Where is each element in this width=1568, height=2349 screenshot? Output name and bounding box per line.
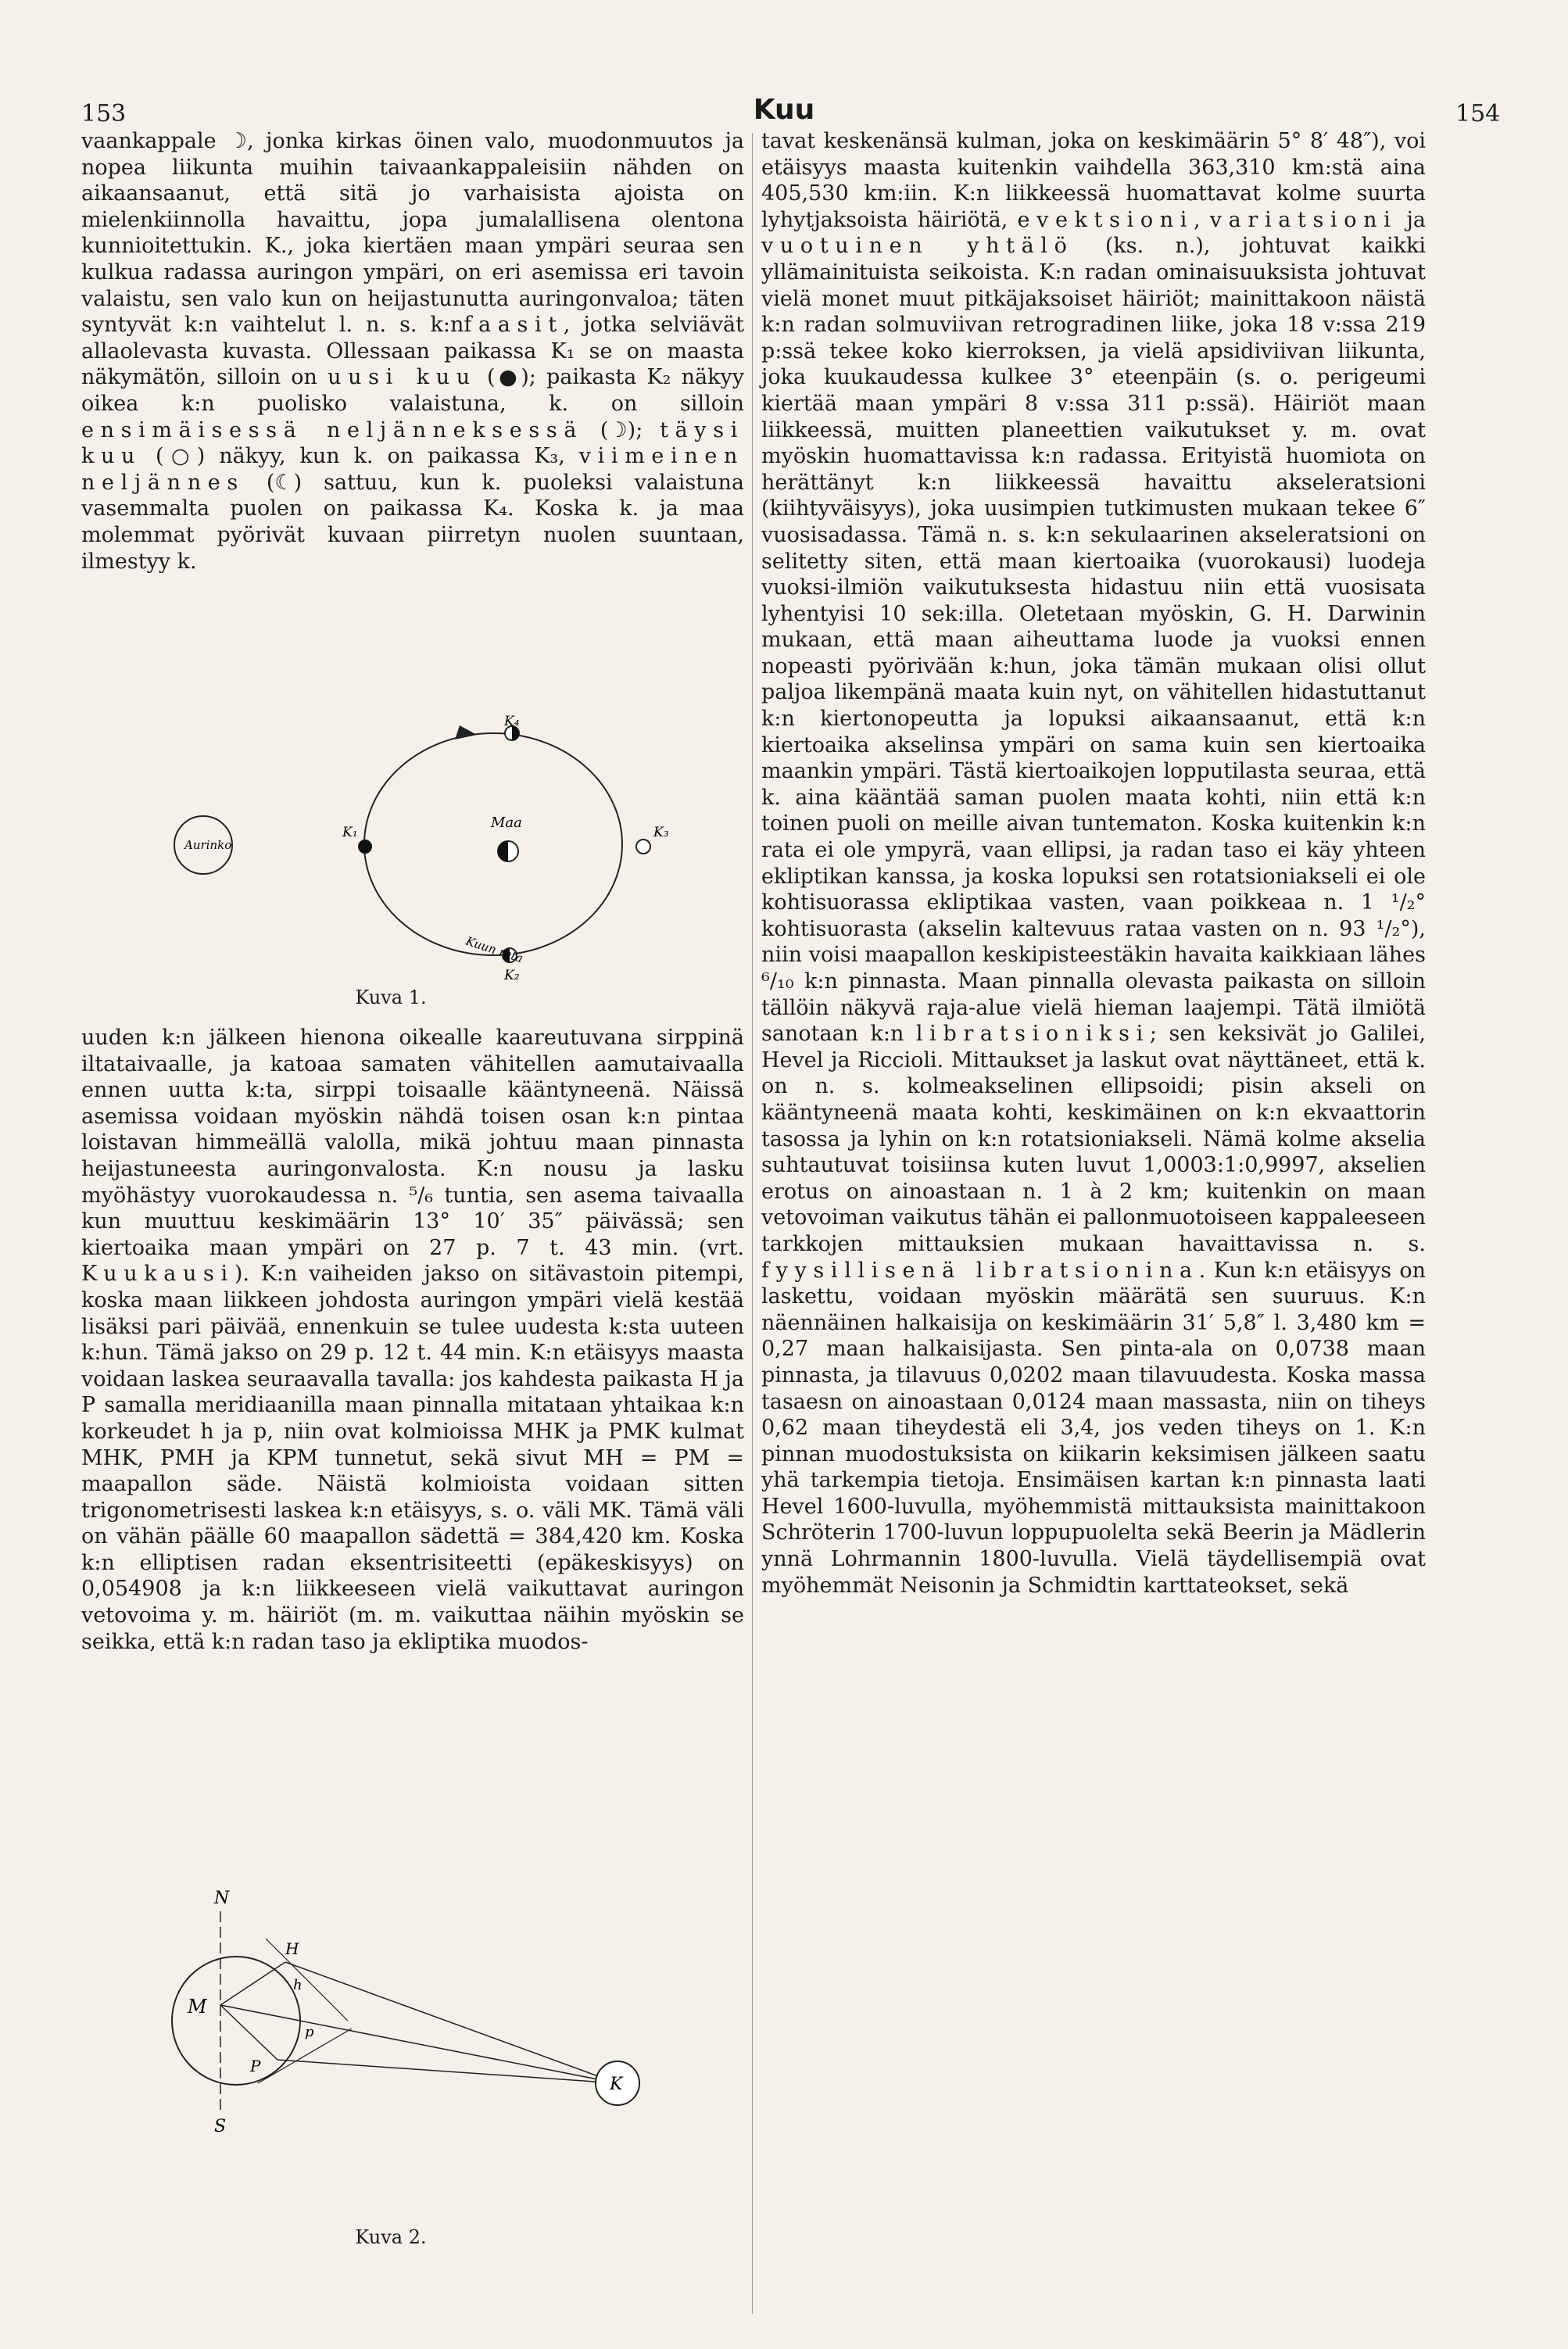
column-1-top-text: [81, 128, 744, 575]
label-k3: K₃: [653, 825, 669, 840]
label-n: N: [214, 1889, 230, 1908]
label-h: H: [285, 1939, 299, 1958]
term-vuotuinen-yhtalo: vuotuinen yhtälö: [761, 234, 1074, 259]
orbit-arrow: [455, 725, 477, 739]
term-viimeinen-neljannes: viimeinen neljännes: [81, 444, 745, 495]
moon-orbit: [364, 733, 622, 955]
paragraph: vaankappale ☽, jonka kirkas öinen valo, muodonmuutos ja nopea liikunta muihin taivaankappaleisiin nähden on aikaansaanut, että sitä jo varhaisista ajoista on mielenkiinnolla havaittu, jopa jumalallisena olentona kunnioitettukin. K., joka kiertäen maan ympäri seuraa sen kulkua radassa auringon ympäri, on eri asemissa eri tavoin valaistu, sen valo kun on heijastunutta auringonvaloa; täten syntyvät k:n vaihtelut l. n. s. k:nfaasit, jotka selviävät allaolevasta kuvasta. Ollessaan paikassa K₁ se on maasta näkymätön, silloin on uusi kuu (●); paikasta K₂ näkyy oikea k:n puolisko valaistuna, k. on silloin ensimäisessä neljänneksessä (☽); täysi kuu (○) näkyy, kun k. on paikassa K₃, viimeinen neljännes (☾) sattuu, kun k. puoleksi valaistuna vasemmalta puolen on paikassa K₄. Koska k. ja maa molemmat pyörivät kuvaan piirretyn nuolen suuntaan, ilmestyy k.: [81, 129, 745, 574]
label-k: K: [610, 2075, 623, 2094]
moon-k1: [358, 840, 372, 854]
term-libratsioniksi: libratsioniksi: [915, 1022, 1150, 1047]
figure-2-caption: Kuva 2.: [355, 2226, 427, 2248]
term-faasit: faasit: [464, 313, 564, 338]
page-number-right: 154: [1455, 100, 1501, 127]
sun-label: Aurinko: [184, 838, 232, 852]
figure-2-distance-triangulation: [164, 1889, 696, 2161]
page-number-left: 153: [81, 100, 127, 127]
column-divider: [752, 133, 753, 2314]
page-title: Kuu: [753, 94, 815, 126]
paragraph: tavat keskenänsä kulman, joka on keskimäärin 5° 8′ 48″), voi etäisyys maasta kuitenkin vaihdella 363,310 km:stä aina 405,530 km:iin. K:n liikkeessä huomattavat kolme suurta lyhytjaksoista häiriötä, evektsioni, variatsioni ja vuotuinen yhtälö (ks. n.), johtuvat kaikki yllämainituista seikoista. K:n radan ominaisuuksista johtuvat vielä monet muut pitkäjaksoiset häiriöt; mainittakoon näistä k:n radan solmuviivan retrogradinen liike, joka 18 v:ssa 219 p:ssä tekee koko kierroksen, ja vielä apsidiviivan liikunta, joka kuukaudessa kulkee 3° eteenpäin (s. o. perigeumi kiertää maan ympäri 8 v:ssa 311 p:ssä). Häiriöt maan liikkeessä, muitten planeettien vaikutukset y. m. ovat myöskin huomattavissa k:n radassa. Erityistä huomiota on herättänyt k:n liikkeessä havaittu akseleratsioni (kiihtyväisyys), joka uusimpien tutkimusten mukaan tekee 6″ vuosisadassa. Tämä n. s. k:n sekulaarinen akseleratsioni on selitetty siten, että maan kiertoaika (vuorokausi) luodeja vuoksi-ilmiön vaikutuksesta hidastuu niin että vuosisata lyhentyisi 10 sek:illa. Oletetaan myöskin, G. H. Darwinin mukaan, että maan aiheuttama luode ja vuoksi ennen nopeasti pyörivään k:hun, joka tämän mukaan olisi ollut paljoa likempänä maata kuin nyt, on vähitellen hidastuttanut k:n kiertonopeutta ja lopuksi aikaansaanut, että k:n kiertoaika akselinsa ympäri on sama kuin sen kiertoaika maankin ympäri. Tästä kiertoaikojen lopputilasta seuraa, että k. aina kääntää saman puolen maata kohti, niin että k:n toinen puoli on meille aivan tuntematon. Koska kuitenkin k:n rata ei ole ympyrä, vaan ellipsi, ja radan taso ei käy yhteen ekliptikan kanssa, ja koska lopuksi sen rotatsioniakseli ei ole kohtisuorassa ekliptikaa vasten, vaan poikkeaa n. 1 ¹/₂° kohtisuorasta (akselin kaltevuus rataa vasten on n. 93 ¹/₂°), niin voisi maapallon keskipisteestäkin havaita kaikkiaan lähes ⁶/₁₀ k:n pinnasta. Maan pinnalla olevasta paikasta on silloin tällöin näkyvä raja-alue vielä hieman laajempi. Tätä ilmiötä sanotaan k:n libratsioniksi; sen keksivät jo Galilei, Hevel ja Riccioli. Mittaukset ja laskut ovat näyttäneet, että k. on n. s. kolmeakselinen ellipsoidi; pisin akseli on kääntyneenä maata kohti, keskimäinen on k:n ekvaattorin tasossa ja lyhin on k:n rotatsioniakseli. Nämä kolme akselia suhtautuvat toisiinsa kuten luvut 1,0003:1:0,9997, akselien erotus on ainoastaan n. 1 à 2 km; kuitenkin on maan vetovoiman vaikutus tähän ei pallonmuotoiseen kappaleeseen tarkkojen mittauksien mukaan havaittavissa n. s. fyysillisenä libratsionina. Kun k:n etäisyys on laskettu, voidaan myöskin määrätä sen suuruus. K:n näennäinen halkaisija on keskimäärin 31′ 5,8″ l. 3,480 km = 0,27 maan halkaisijasta. Sen pinta-ala on 0,0738 maan pinnasta, ja tilavuus 0,0202 maan tilavuudesta. Koska massa tasaesn on ainoastaan 0,0124 maan massasta, niin on tiheys 0,62 maan tiheydestä eli 3,4, jos veden tiheys on 1. K:n pinnan muodostuksista on kiikarin keksimisen jälkeen saatu yhä tarkempia tietoja. Ensimäisen kartan k:n pinnasta laati Hevel 1600-luvulla, myöhemmistä mittauksista mainittakoon Schröterin 1700-luvun loppupuolelta sekä Beerin ja Mädlerin ynnä Lohrmannin 1800-luvulla. Vielä täydellisempiä ovat myöhemmät Neisonin ja Schmidtin karttateokset, sekä: [761, 129, 1427, 1598]
term-evektsioni: evektsioni: [1017, 207, 1194, 232]
label-k2: K₂: [504, 968, 520, 983]
term-kuukausi: Kuukausi: [81, 1262, 234, 1287]
term-taysi-kuu: täysi kuu: [81, 417, 744, 469]
earth-label: Maa: [491, 815, 522, 831]
label-s: S: [214, 2117, 227, 2136]
orbit-label: Kuun rata: [464, 933, 525, 966]
label-p-small: p: [305, 2024, 314, 2040]
label-h-small: h: [293, 1977, 303, 1993]
label-k1: K₁: [342, 825, 358, 840]
term-variatsioni: variatsioni: [1209, 207, 1398, 232]
label-p: P: [250, 2057, 261, 2075]
label-m: M: [188, 1996, 207, 2018]
column-2-text: [761, 128, 1426, 1599]
column-1-bottom-text: [81, 1025, 744, 1655]
term-fyysillinen-libratsioni: fyysillisenä libratsionina: [761, 1258, 1199, 1283]
figure-1-moon-phases: [156, 714, 688, 999]
term-uusi-kuu: uusi kuu: [328, 365, 477, 390]
term-ensimainen-neljannes: ensimäisessä neljänneksessä: [81, 417, 584, 442]
figure-1-caption: Kuva 1.: [355, 987, 427, 1008]
paragraph: uuden k:n jälkeen hienona oikealle kaareutuvana sirppinä iltataivaalle, ja katoaa samaten vähitellen aamutaivaalla ennen uutta k:ta, sirppi toisaalle kääntyneenä. Näissä asemissa voidaan myöskin nähdä toisen osan k:n pintaa loistavan himmeällä valolla, mikä johtuu maan pinnasta heijastuneesta auringonvalosta. K:n nousu ja lasku myöhästyy vuorokaudessa n. ⁵/₆ tuntia, sen asema taivaalla kun muuttuu keskimäärin 13° 10′ 35″ päivässä; sen kiertoaika maan ympäri on 27 p. 7 t. 43 min. (vrt. Kuukausi). K:n vaiheiden jakso on sitävastoin pitempi, koska maan liikkeen johdosta auringon ympäri vielä kestää lisäksi pari päivää, ennenkuin se tulee uudesta k:sta uuteen k:hun. Tämä jakso on 29 p. 12 t. 44 min. K:n etäisyys maasta voidaan laskea seuraavalla tavalla: jos kahdesta paikasta H ja P samalla meridiaanilla maan pinnalla mitataan yhtaikaa k:n korkeudet h ja p, niin ovat kolmioissa MHK ja PMK kulmat MHK, PMH ja KPM tunnetut, sekä sivut MH = PM = maapallon säde. Näistä kolmioista voidaan sitten trigonometrisesti laskea k:n etäisyys, s. o. väli MK. Tämä väli on vähän päälle 60 maapallon sädettä = 384,420 km. Koska k:n elliptisen radan eksentrisiteetti (epäkeskisyys) on 0,054908 ja k:n liikkeeseen vielä vaikuttavat auringon vetovoima y. m. häiriöt (m. m. vaikuttaa näihin myöskin se seikka, että k:n radan taso ja ekliptika muodos-: [81, 1026, 744, 1654]
moon-k3: [636, 840, 650, 854]
label-k4: K₄: [504, 714, 520, 729]
